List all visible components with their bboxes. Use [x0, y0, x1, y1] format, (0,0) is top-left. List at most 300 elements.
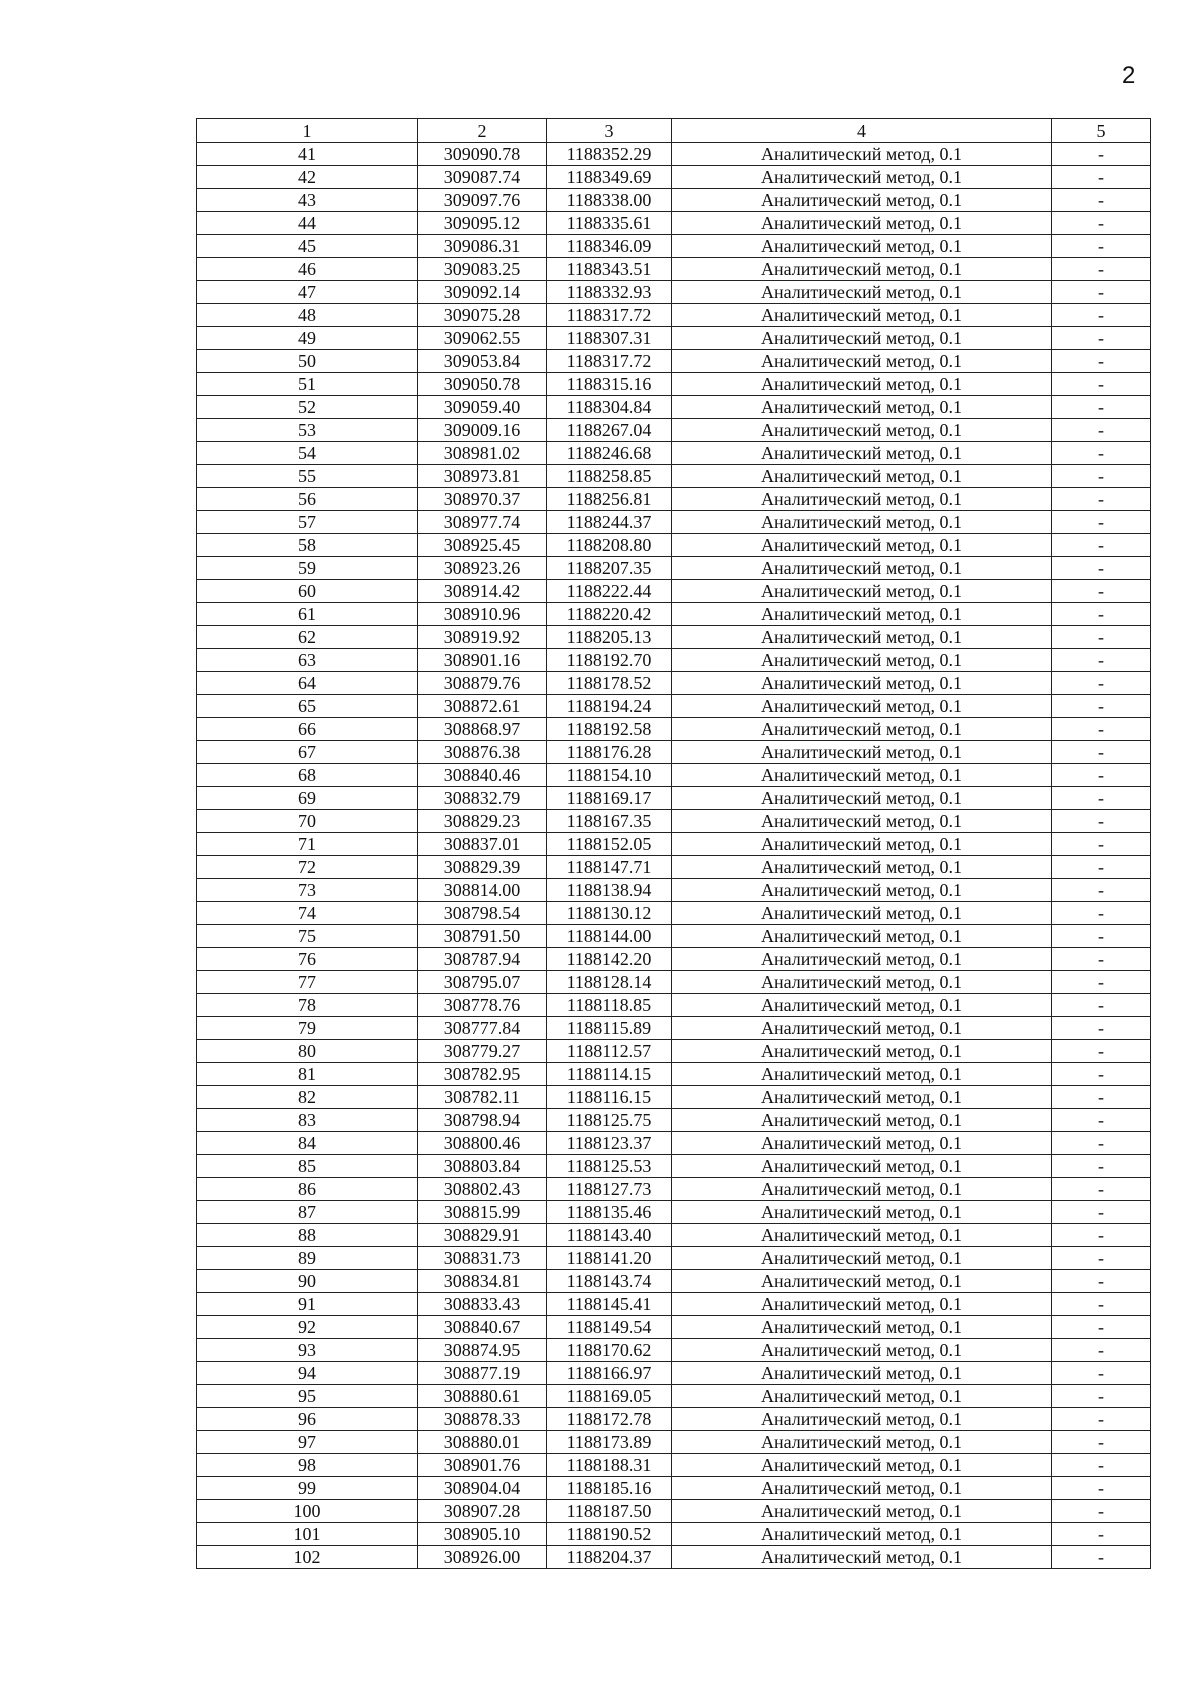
note-cell: - [1052, 1270, 1151, 1293]
point-number-cell: 82 [197, 1086, 418, 1109]
note-cell: - [1052, 626, 1151, 649]
x-coordinate-cell: 308872.61 [418, 695, 547, 718]
table-row [197, 1339, 1151, 1362]
point-number-cell: 86 [197, 1178, 418, 1201]
point-number-cell: 83 [197, 1109, 418, 1132]
y-coordinate-cell: 1188123.37 [547, 1132, 672, 1155]
table-row [197, 1477, 1151, 1500]
method-cell: Аналитический метод, 0.1 [672, 1385, 1052, 1408]
y-coordinate-cell: 1188317.72 [547, 350, 672, 373]
y-coordinate-cell: 1188192.70 [547, 649, 672, 672]
method-cell: Аналитический метод, 0.1 [672, 396, 1052, 419]
y-coordinate-cell: 1188208.80 [547, 534, 672, 557]
table-row [197, 511, 1151, 534]
x-coordinate-cell: 308919.92 [418, 626, 547, 649]
method-cell: Аналитический метод, 0.1 [672, 1454, 1052, 1477]
point-number-cell: 43 [197, 189, 418, 212]
method-cell: Аналитический метод, 0.1 [672, 1546, 1052, 1569]
y-coordinate-cell: 1188128.14 [547, 971, 672, 994]
page-number: 2 [1122, 62, 1136, 89]
note-cell: - [1052, 902, 1151, 925]
method-cell: Аналитический метод, 0.1 [672, 1201, 1052, 1224]
point-number-cell: 89 [197, 1247, 418, 1270]
point-number-cell: 51 [197, 373, 418, 396]
method-cell: Аналитический метод, 0.1 [672, 971, 1052, 994]
point-number-cell: 94 [197, 1362, 418, 1385]
x-coordinate-cell: 308814.00 [418, 879, 547, 902]
y-coordinate-cell: 1188346.09 [547, 235, 672, 258]
y-coordinate-cell: 1188192.58 [547, 718, 672, 741]
method-cell: Аналитический метод, 0.1 [672, 1178, 1052, 1201]
table-row [197, 1086, 1151, 1109]
x-coordinate-cell: 309095.12 [418, 212, 547, 235]
x-coordinate-cell: 308923.26 [418, 557, 547, 580]
y-coordinate-cell: 1188205.13 [547, 626, 672, 649]
method-cell: Аналитический метод, 0.1 [672, 1109, 1052, 1132]
table-row [197, 143, 1151, 166]
table-row [197, 557, 1151, 580]
point-number-cell: 42 [197, 166, 418, 189]
note-cell: - [1052, 1431, 1151, 1454]
y-coordinate-cell: 1188125.75 [547, 1109, 672, 1132]
x-coordinate-cell: 308782.11 [418, 1086, 547, 1109]
x-coordinate-cell: 308904.04 [418, 1477, 547, 1500]
point-number-cell: 69 [197, 787, 418, 810]
y-coordinate-cell: 1188127.73 [547, 1178, 672, 1201]
x-coordinate-cell: 308877.19 [418, 1362, 547, 1385]
table-row [197, 787, 1151, 810]
method-cell: Аналитический метод, 0.1 [672, 603, 1052, 626]
method-cell: Аналитический метод, 0.1 [672, 1339, 1052, 1362]
point-number-cell: 61 [197, 603, 418, 626]
y-coordinate-cell: 1188178.52 [547, 672, 672, 695]
y-coordinate-cell: 1188352.29 [547, 143, 672, 166]
point-number-cell: 68 [197, 764, 418, 787]
table-row [197, 1040, 1151, 1063]
x-coordinate-cell: 309097.76 [418, 189, 547, 212]
table-row [197, 856, 1151, 879]
x-coordinate-cell: 308833.43 [418, 1293, 547, 1316]
point-number-cell: 53 [197, 419, 418, 442]
y-coordinate-cell: 1188170.62 [547, 1339, 672, 1362]
x-coordinate-cell: 308834.81 [418, 1270, 547, 1293]
method-cell: Аналитический метод, 0.1 [672, 327, 1052, 350]
table-row [197, 350, 1151, 373]
note-cell: - [1052, 557, 1151, 580]
table-row [197, 971, 1151, 994]
note-cell: - [1052, 373, 1151, 396]
method-cell: Аналитический метод, 0.1 [672, 741, 1052, 764]
note-cell: - [1052, 879, 1151, 902]
table-row [197, 1293, 1151, 1316]
table-row [197, 1546, 1151, 1569]
y-coordinate-cell: 1188112.57 [547, 1040, 672, 1063]
note-cell: - [1052, 1385, 1151, 1408]
point-number-cell: 79 [197, 1017, 418, 1040]
x-coordinate-cell: 308907.28 [418, 1500, 547, 1523]
table-row [197, 1247, 1151, 1270]
table-row [197, 695, 1151, 718]
note-cell: - [1052, 1201, 1151, 1224]
method-cell: Аналитический метод, 0.1 [672, 1017, 1052, 1040]
note-cell: - [1052, 1247, 1151, 1270]
table-row [197, 488, 1151, 511]
table-row [197, 672, 1151, 695]
x-coordinate-cell: 308829.39 [418, 856, 547, 879]
method-cell: Аналитический метод, 0.1 [672, 1086, 1052, 1109]
x-coordinate-cell: 309059.40 [418, 396, 547, 419]
note-cell: - [1052, 856, 1151, 879]
y-coordinate-cell: 1188246.68 [547, 442, 672, 465]
x-coordinate-cell: 308880.01 [418, 1431, 547, 1454]
note-cell: - [1052, 1408, 1151, 1431]
y-coordinate-cell: 1188194.24 [547, 695, 672, 718]
method-cell: Аналитический метод, 0.1 [672, 212, 1052, 235]
method-cell: Аналитический метод, 0.1 [672, 1270, 1052, 1293]
method-cell: Аналитический метод, 0.1 [672, 1431, 1052, 1454]
note-cell: - [1052, 1316, 1151, 1339]
x-coordinate-cell: 308901.76 [418, 1454, 547, 1477]
x-coordinate-cell: 308914.42 [418, 580, 547, 603]
point-number-cell: 58 [197, 534, 418, 557]
x-coordinate-cell: 308829.23 [418, 810, 547, 833]
method-cell: Аналитический метод, 0.1 [672, 856, 1052, 879]
point-number-cell: 88 [197, 1224, 418, 1247]
method-cell: Аналитический метод, 0.1 [672, 442, 1052, 465]
method-cell: Аналитический метод, 0.1 [672, 557, 1052, 580]
x-coordinate-cell: 308840.67 [418, 1316, 547, 1339]
table-row [197, 166, 1151, 189]
column-header: 1 [197, 119, 418, 143]
note-cell: - [1052, 1155, 1151, 1178]
note-cell: - [1052, 281, 1151, 304]
method-cell: Аналитический метод, 0.1 [672, 810, 1052, 833]
y-coordinate-cell: 1188349.69 [547, 166, 672, 189]
note-cell: - [1052, 1224, 1151, 1247]
y-coordinate-cell: 1188166.97 [547, 1362, 672, 1385]
table-row [197, 327, 1151, 350]
y-coordinate-cell: 1188167.35 [547, 810, 672, 833]
note-cell: - [1052, 1454, 1151, 1477]
table-row [197, 304, 1151, 327]
point-number-cell: 91 [197, 1293, 418, 1316]
y-coordinate-cell: 1188154.10 [547, 764, 672, 787]
point-number-cell: 92 [197, 1316, 418, 1339]
y-coordinate-cell: 1188176.28 [547, 741, 672, 764]
y-coordinate-cell: 1188343.51 [547, 258, 672, 281]
table-row [197, 603, 1151, 626]
note-cell: - [1052, 327, 1151, 350]
point-number-cell: 73 [197, 879, 418, 902]
note-cell: - [1052, 925, 1151, 948]
table-row [197, 1017, 1151, 1040]
y-coordinate-cell: 1188172.78 [547, 1408, 672, 1431]
method-cell: Аналитический метод, 0.1 [672, 281, 1052, 304]
method-cell: Аналитический метод, 0.1 [672, 419, 1052, 442]
x-coordinate-cell: 308795.07 [418, 971, 547, 994]
y-coordinate-cell: 1188188.31 [547, 1454, 672, 1477]
note-cell: - [1052, 994, 1151, 1017]
x-coordinate-cell: 309092.14 [418, 281, 547, 304]
note-cell: - [1052, 534, 1151, 557]
y-coordinate-cell: 1188149.54 [547, 1316, 672, 1339]
y-coordinate-cell: 1188190.52 [547, 1523, 672, 1546]
table-row [197, 925, 1151, 948]
y-coordinate-cell: 1188114.15 [547, 1063, 672, 1086]
table-row [197, 833, 1151, 856]
point-number-cell: 63 [197, 649, 418, 672]
method-cell: Аналитический метод, 0.1 [672, 649, 1052, 672]
x-coordinate-cell: 308800.46 [418, 1132, 547, 1155]
point-number-cell: 87 [197, 1201, 418, 1224]
note-cell: - [1052, 695, 1151, 718]
y-coordinate-cell: 1188130.12 [547, 902, 672, 925]
y-coordinate-cell: 1188152.05 [547, 833, 672, 856]
y-coordinate-cell: 1188135.46 [547, 1201, 672, 1224]
y-coordinate-cell: 1188118.85 [547, 994, 672, 1017]
point-number-cell: 57 [197, 511, 418, 534]
method-cell: Аналитический метод, 0.1 [672, 1247, 1052, 1270]
note-cell: - [1052, 1132, 1151, 1155]
table-row [197, 212, 1151, 235]
note-cell: - [1052, 948, 1151, 971]
point-number-cell: 52 [197, 396, 418, 419]
y-coordinate-cell: 1188147.71 [547, 856, 672, 879]
method-cell: Аналитический метод, 0.1 [672, 948, 1052, 971]
y-coordinate-cell: 1188142.20 [547, 948, 672, 971]
method-cell: Аналитический метод, 0.1 [672, 1408, 1052, 1431]
point-number-cell: 41 [197, 143, 418, 166]
note-cell: - [1052, 1477, 1151, 1500]
method-cell: Аналитический метод, 0.1 [672, 166, 1052, 189]
point-number-cell: 95 [197, 1385, 418, 1408]
point-number-cell: 81 [197, 1063, 418, 1086]
y-coordinate-cell: 1188307.31 [547, 327, 672, 350]
table-row [197, 1063, 1151, 1086]
table-row [197, 419, 1151, 442]
table-row [197, 649, 1151, 672]
table-row [197, 1109, 1151, 1132]
x-coordinate-cell: 309053.84 [418, 350, 547, 373]
x-coordinate-cell: 308779.27 [418, 1040, 547, 1063]
y-coordinate-cell: 1188115.89 [547, 1017, 672, 1040]
table-row [197, 1431, 1151, 1454]
point-number-cell: 64 [197, 672, 418, 695]
note-cell: - [1052, 1523, 1151, 1546]
x-coordinate-cell: 308973.81 [418, 465, 547, 488]
x-coordinate-cell: 308787.94 [418, 948, 547, 971]
y-coordinate-cell: 1188256.81 [547, 488, 672, 511]
x-coordinate-cell: 308777.84 [418, 1017, 547, 1040]
x-coordinate-cell: 308905.10 [418, 1523, 547, 1546]
note-cell: - [1052, 1546, 1151, 1569]
note-cell: - [1052, 1362, 1151, 1385]
table-row [197, 1500, 1151, 1523]
method-cell: Аналитический метод, 0.1 [672, 580, 1052, 603]
x-coordinate-cell: 308926.00 [418, 1546, 547, 1569]
point-number-cell: 67 [197, 741, 418, 764]
y-coordinate-cell: 1188222.44 [547, 580, 672, 603]
method-cell: Аналитический метод, 0.1 [672, 1500, 1052, 1523]
point-number-cell: 65 [197, 695, 418, 718]
point-number-cell: 49 [197, 327, 418, 350]
table-header-row [197, 119, 1151, 143]
method-cell: Аналитический метод, 0.1 [672, 718, 1052, 741]
table-row [197, 1385, 1151, 1408]
x-coordinate-cell: 308970.37 [418, 488, 547, 511]
note-cell: - [1052, 810, 1151, 833]
table-row [197, 580, 1151, 603]
x-coordinate-cell: 309062.55 [418, 327, 547, 350]
note-cell: - [1052, 258, 1151, 281]
method-cell: Аналитический метод, 0.1 [672, 833, 1052, 856]
table-body [197, 143, 1151, 1569]
note-cell: - [1052, 1086, 1151, 1109]
table-row [197, 741, 1151, 764]
x-coordinate-cell: 309009.16 [418, 419, 547, 442]
y-coordinate-cell: 1188143.74 [547, 1270, 672, 1293]
point-number-cell: 77 [197, 971, 418, 994]
note-cell: - [1052, 350, 1151, 373]
point-number-cell: 70 [197, 810, 418, 833]
point-number-cell: 56 [197, 488, 418, 511]
point-number-cell: 71 [197, 833, 418, 856]
x-coordinate-cell: 308829.91 [418, 1224, 547, 1247]
point-number-cell: 98 [197, 1454, 418, 1477]
method-cell: Аналитический метод, 0.1 [672, 373, 1052, 396]
table-row [197, 258, 1151, 281]
note-cell: - [1052, 488, 1151, 511]
method-cell: Аналитический метод, 0.1 [672, 1523, 1052, 1546]
note-cell: - [1052, 764, 1151, 787]
point-number-cell: 76 [197, 948, 418, 971]
point-number-cell: 85 [197, 1155, 418, 1178]
point-number-cell: 101 [197, 1523, 418, 1546]
method-cell: Аналитический метод, 0.1 [672, 488, 1052, 511]
note-cell: - [1052, 511, 1151, 534]
note-cell: - [1052, 603, 1151, 626]
method-cell: Аналитический метод, 0.1 [672, 1293, 1052, 1316]
y-coordinate-cell: 1188169.17 [547, 787, 672, 810]
y-coordinate-cell: 1188220.42 [547, 603, 672, 626]
x-coordinate-cell: 308868.97 [418, 718, 547, 741]
point-number-cell: 50 [197, 350, 418, 373]
y-coordinate-cell: 1188141.20 [547, 1247, 672, 1270]
x-coordinate-cell: 309086.31 [418, 235, 547, 258]
y-coordinate-cell: 1188144.00 [547, 925, 672, 948]
point-number-cell: 55 [197, 465, 418, 488]
note-cell: - [1052, 787, 1151, 810]
point-number-cell: 102 [197, 1546, 418, 1569]
table-row [197, 1155, 1151, 1178]
note-cell: - [1052, 419, 1151, 442]
method-cell: Аналитический метод, 0.1 [672, 1224, 1052, 1247]
table-row [197, 534, 1151, 557]
note-cell: - [1052, 1063, 1151, 1086]
x-coordinate-cell: 308878.33 [418, 1408, 547, 1431]
note-cell: - [1052, 1017, 1151, 1040]
table-row [197, 810, 1151, 833]
y-coordinate-cell: 1188138.94 [547, 879, 672, 902]
note-cell: - [1052, 143, 1151, 166]
x-coordinate-cell: 309075.28 [418, 304, 547, 327]
column-header: 5 [1052, 119, 1151, 143]
x-coordinate-cell: 308815.99 [418, 1201, 547, 1224]
method-cell: Аналитический метод, 0.1 [672, 902, 1052, 925]
table-row [197, 1224, 1151, 1247]
y-coordinate-cell: 1188335.61 [547, 212, 672, 235]
method-cell: Аналитический метод, 0.1 [672, 143, 1052, 166]
x-coordinate-cell: 308803.84 [418, 1155, 547, 1178]
method-cell: Аналитический метод, 0.1 [672, 1132, 1052, 1155]
point-number-cell: 100 [197, 1500, 418, 1523]
point-number-cell: 84 [197, 1132, 418, 1155]
note-cell: - [1052, 1339, 1151, 1362]
x-coordinate-cell: 308910.96 [418, 603, 547, 626]
table-row [197, 1362, 1151, 1385]
x-coordinate-cell: 309090.78 [418, 143, 547, 166]
note-cell: - [1052, 1293, 1151, 1316]
method-cell: Аналитический метод, 0.1 [672, 626, 1052, 649]
point-number-cell: 45 [197, 235, 418, 258]
method-cell: Аналитический метод, 0.1 [672, 925, 1052, 948]
x-coordinate-cell: 308977.74 [418, 511, 547, 534]
method-cell: Аналитический метод, 0.1 [672, 350, 1052, 373]
point-number-cell: 44 [197, 212, 418, 235]
point-number-cell: 93 [197, 1339, 418, 1362]
table-row [197, 1270, 1151, 1293]
table-row [197, 764, 1151, 787]
table-row [197, 902, 1151, 925]
y-coordinate-cell: 1188125.53 [547, 1155, 672, 1178]
method-cell: Аналитический метод, 0.1 [672, 189, 1052, 212]
column-header: 2 [418, 119, 547, 143]
note-cell: - [1052, 304, 1151, 327]
x-coordinate-cell: 308880.61 [418, 1385, 547, 1408]
note-cell: - [1052, 465, 1151, 488]
table-row [197, 718, 1151, 741]
y-coordinate-cell: 1188317.72 [547, 304, 672, 327]
method-cell: Аналитический метод, 0.1 [672, 879, 1052, 902]
method-cell: Аналитический метод, 0.1 [672, 258, 1052, 281]
y-coordinate-cell: 1188116.15 [547, 1086, 672, 1109]
table-row [197, 189, 1151, 212]
table-row [197, 235, 1151, 258]
y-coordinate-cell: 1188143.40 [547, 1224, 672, 1247]
x-coordinate-cell: 308798.94 [418, 1109, 547, 1132]
x-coordinate-cell: 308832.79 [418, 787, 547, 810]
note-cell: - [1052, 1040, 1151, 1063]
point-number-cell: 96 [197, 1408, 418, 1431]
table-row [197, 626, 1151, 649]
table-row [197, 1523, 1151, 1546]
note-cell: - [1052, 649, 1151, 672]
table-row [197, 1408, 1151, 1431]
x-coordinate-cell: 308879.76 [418, 672, 547, 695]
point-number-cell: 66 [197, 718, 418, 741]
y-coordinate-cell: 1188185.16 [547, 1477, 672, 1500]
x-coordinate-cell: 308831.73 [418, 1247, 547, 1270]
y-coordinate-cell: 1188332.93 [547, 281, 672, 304]
method-cell: Аналитический метод, 0.1 [672, 787, 1052, 810]
point-number-cell: 97 [197, 1431, 418, 1454]
note-cell: - [1052, 166, 1151, 189]
y-coordinate-cell: 1188169.05 [547, 1385, 672, 1408]
point-number-cell: 60 [197, 580, 418, 603]
note-cell: - [1052, 1178, 1151, 1201]
x-coordinate-cell: 308840.46 [418, 764, 547, 787]
note-cell: - [1052, 741, 1151, 764]
